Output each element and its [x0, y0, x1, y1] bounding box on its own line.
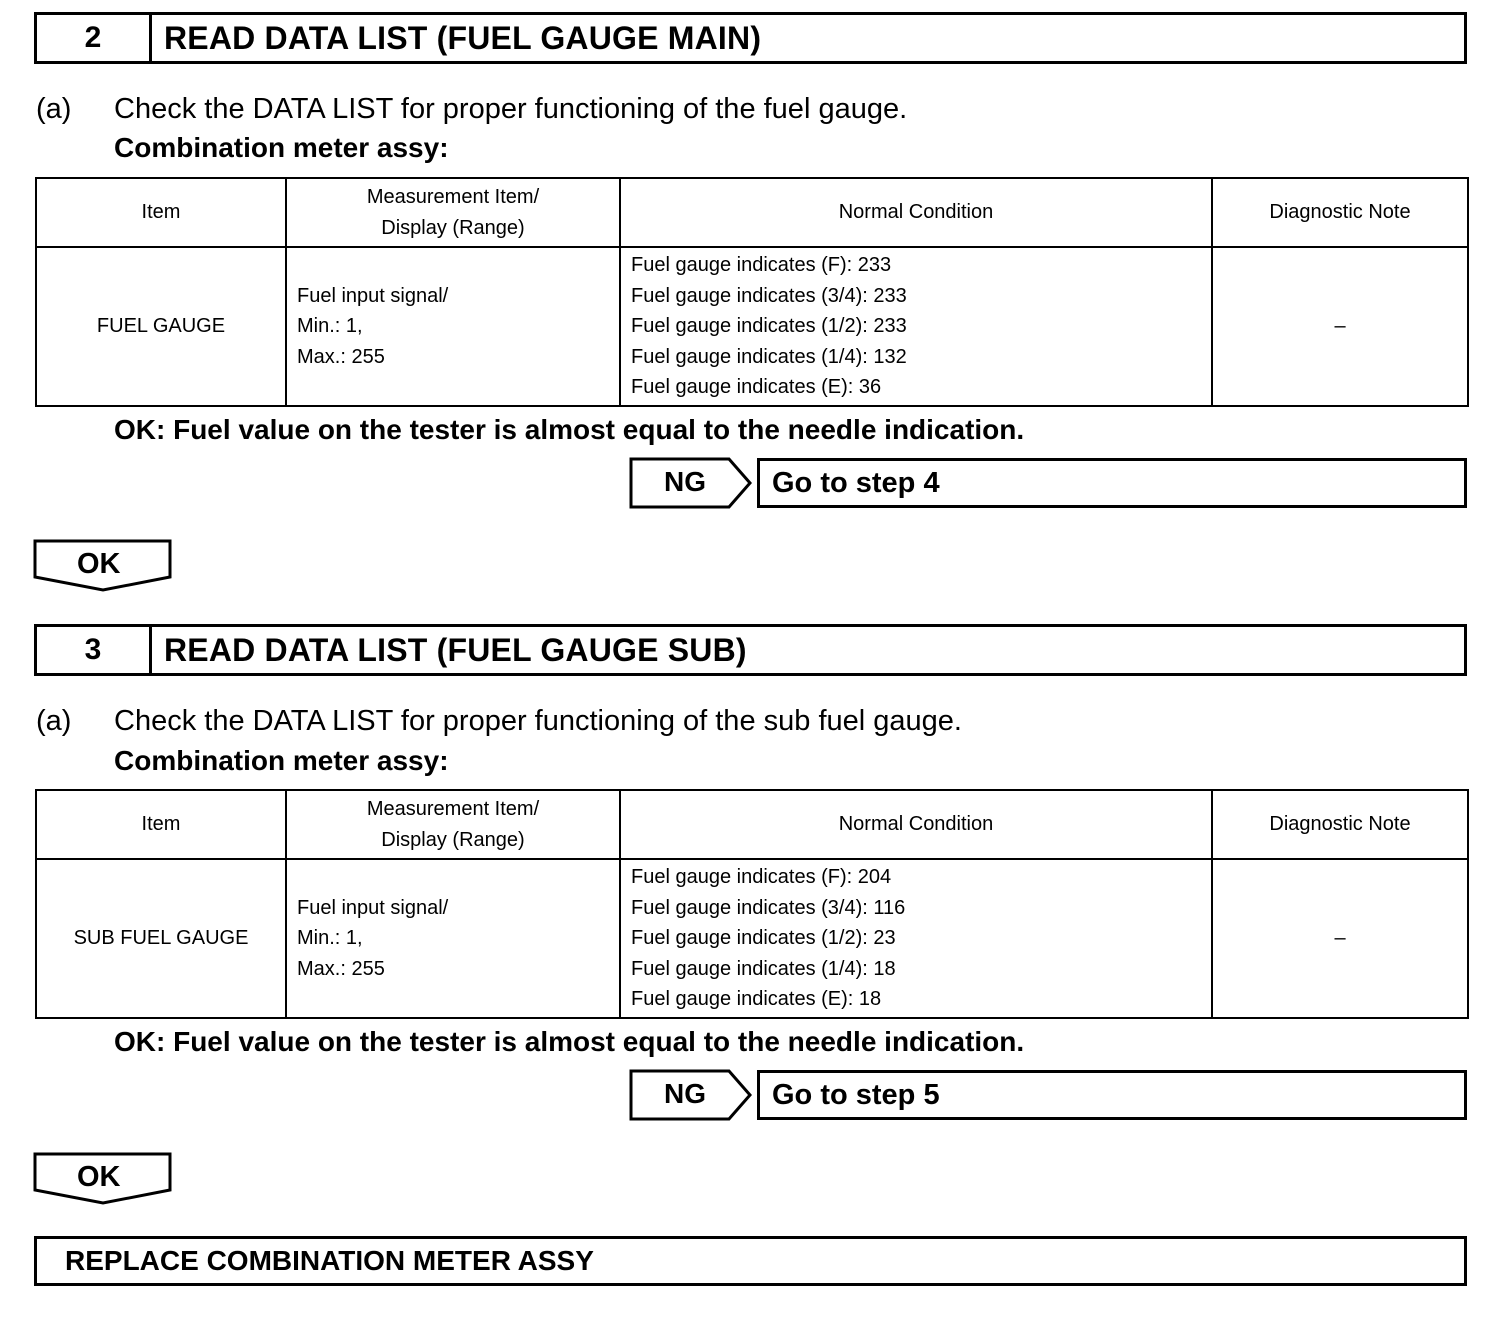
instruction-label: (a) — [36, 705, 72, 737]
step-title: READ DATA LIST (FUEL GAUGE SUB) — [164, 631, 747, 668]
condition-line: Fuel gauge indicates (1/2): 233 — [631, 315, 907, 338]
header-item: Item — [36, 790, 286, 859]
step-number: 2 — [37, 15, 152, 61]
header-measurement — [286, 178, 620, 247]
instruction-text: Check the DATA LIST for proper functioning of the sub fuel gauge. — [114, 705, 962, 737]
condition-line: Fuel gauge indicates (1/4): 18 — [631, 957, 896, 980]
condition-line: Fuel gauge indicates (E): 36 — [631, 376, 882, 399]
data-list-table — [35, 789, 1469, 1019]
step-3-header — [34, 624, 1467, 676]
header-measurement-line1: Measurement Item/ — [366, 797, 540, 820]
condition-line: Fuel gauge indicates (3/4): 116 — [631, 896, 906, 919]
condition-line: Fuel gauge indicates (E): 18 — [631, 988, 882, 1011]
header-measurement-line2: Display (Range) — [381, 216, 525, 239]
header-measurement-line1: Measurement Item/ — [366, 185, 540, 208]
cell-item: SUB FUEL GAUGE — [36, 859, 286, 1018]
measurement-line: Min.: 1, — [297, 315, 363, 338]
cell-normal-condition — [620, 247, 1212, 406]
ng-label: NG — [664, 1078, 706, 1109]
header-measurement — [286, 790, 620, 859]
measurement-line: Fuel input signal/ — [297, 896, 449, 919]
cell-item: FUEL GAUGE — [36, 247, 286, 406]
ok-statement: OK: Fuel value on the tester is almost equal to the needle indication. — [114, 1026, 1025, 1057]
ng-label: NG — [664, 466, 706, 497]
header-diagnostic-note: Diagnostic Note — [1212, 178, 1468, 247]
ok-tag-label: OK — [77, 1161, 121, 1193]
header-diagnostic-note: Diagnostic Note — [1212, 790, 1468, 859]
data-list-table — [35, 177, 1469, 407]
measurement-line: Fuel input signal/ — [297, 284, 449, 307]
cell-diagnostic-note: – — [1212, 247, 1468, 406]
final-action-box: REPLACE COMBINATION METER ASSY — [34, 1236, 1467, 1286]
table-row — [36, 859, 1468, 1018]
instruction-text: Check the DATA LIST for proper functioning of the fuel gauge. — [114, 93, 908, 125]
step-title: READ DATA LIST (FUEL GAUGE MAIN) — [164, 19, 762, 56]
cell-normal-condition — [620, 859, 1212, 1018]
table-subheading: Combination meter assy: — [114, 745, 449, 776]
step-number: 3 — [37, 627, 152, 673]
header-item: Item — [36, 178, 286, 247]
condition-line: Fuel gauge indicates (F): 204 — [631, 866, 892, 889]
header-normal-condition: Normal Condition — [620, 178, 1212, 247]
condition-line: Fuel gauge indicates (3/4): 233 — [631, 284, 907, 307]
cell-measurement — [286, 859, 620, 1018]
measurement-line: Min.: 1, — [297, 927, 363, 950]
measurement-line: Max.: 255 — [297, 345, 385, 368]
table-row — [36, 247, 1468, 406]
cell-measurement — [286, 247, 620, 406]
ng-action-box: Go to step 4 — [757, 458, 1467, 508]
ok-statement: OK: Fuel value on the tester is almost equal to the needle indication. — [114, 414, 1025, 445]
condition-line: Fuel gauge indicates (F): 233 — [631, 254, 892, 277]
ng-action-box: Go to step 5 — [757, 1070, 1467, 1120]
header-measurement-line2: Display (Range) — [381, 828, 525, 851]
condition-line: Fuel gauge indicates (1/4): 132 — [631, 345, 907, 368]
table-subheading: Combination meter assy: — [114, 132, 449, 163]
condition-line: Fuel gauge indicates (1/2): 23 — [631, 927, 896, 950]
header-normal-condition: Normal Condition — [620, 790, 1212, 859]
measurement-line: Max.: 255 — [297, 957, 385, 980]
table-header-row — [36, 178, 1468, 247]
ok-tag-label: OK — [77, 548, 121, 580]
cell-diagnostic-note: – — [1212, 859, 1468, 1018]
table-header-row — [36, 790, 1468, 859]
step-2-header — [34, 12, 1467, 64]
instruction-label: (a) — [36, 93, 72, 125]
